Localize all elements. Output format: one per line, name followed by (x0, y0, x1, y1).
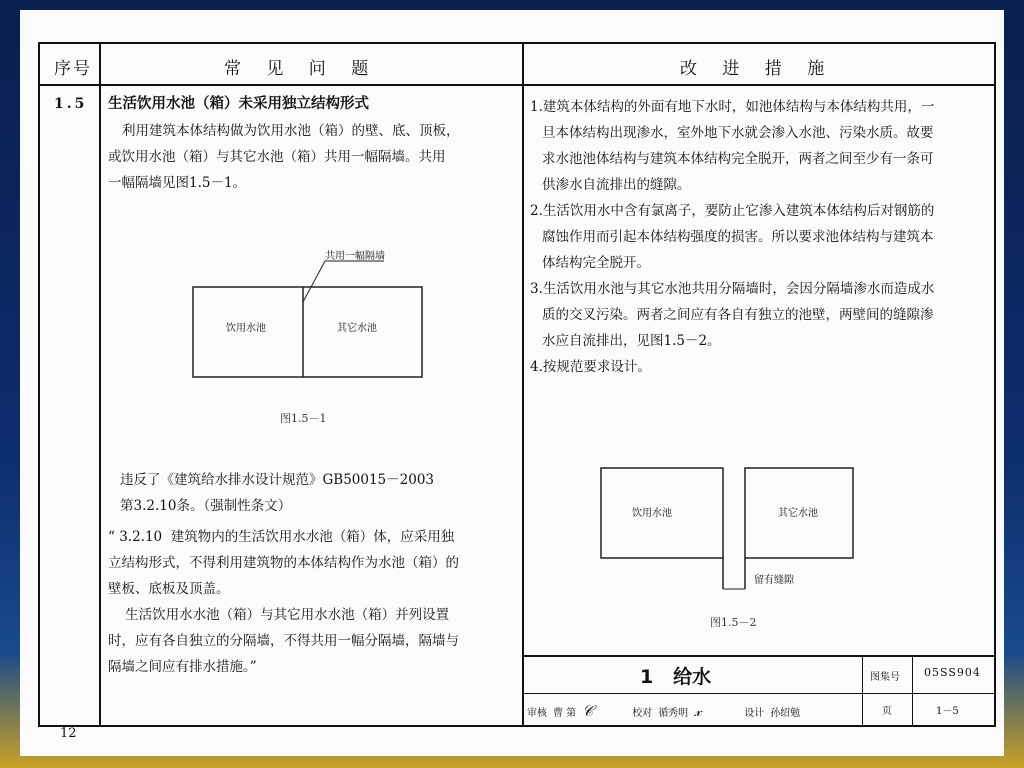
quote-line: 立结构形式，不得利用建筑物的本体结构作为水池（箱）的 (108, 555, 459, 571)
violation-text (120, 467, 434, 519)
desc-line: 或饮用水池（箱）与其它水池（箱）共用一幅隔墙。共用 (108, 149, 446, 165)
fig1-left-label: 饮用水池 (226, 323, 266, 334)
code-quote (108, 524, 459, 680)
fix-line: 2.生活饮用水中含有氯离子，要防止它渗入建筑本体结构后对钢筋的 (530, 203, 935, 219)
quote-line: 壁板、底板及顶盖。 (108, 581, 230, 597)
fix-line: 1.建筑本体结构的外面有地下水时，如池体结构与本体结构共用，一 (530, 99, 935, 115)
fix-item-1 (530, 94, 990, 198)
fig2-gap-label: 留有缝隙 (754, 575, 794, 586)
fig2-left-label: 饮用水池 (632, 508, 672, 519)
header-fix: 改 进 措 施 (680, 59, 835, 79)
page-label: 页 (882, 706, 892, 717)
fix-line: 供渗水自流排出的缝隙。 (542, 177, 691, 193)
violation-line: 第3.2.10条。（强制性条文） (120, 498, 292, 514)
titleblock-top (522, 655, 994, 657)
fix-line: 4.按规范要求设计。 (530, 359, 651, 375)
quote-line: 时，应有各自独立的分隔墙，不得共用一幅分隔墙，隔墙与 (108, 633, 459, 649)
sheet-number: 1－5 (936, 706, 959, 717)
fix-line: 腐蚀作用而引起本体结构强度的损害。所以要求池体结构与建筑本 (542, 229, 934, 245)
divider-middle (522, 44, 524, 725)
reviewer-signature: 𝒞 (582, 702, 594, 720)
fig1-caption: 图1.5－1 (280, 412, 327, 425)
checker-name: 循秀明 (658, 707, 689, 719)
violation-line: 违反了《建筑给水排水设计规范》GB50015－2003 (120, 472, 435, 488)
fix-item-3 (530, 276, 990, 354)
item-description (108, 118, 518, 196)
titleblock-v1 (862, 655, 863, 725)
header-problem: 常 见 问 题 (224, 59, 379, 79)
signature-row (527, 702, 800, 720)
checker-signature: 𝓍 (694, 702, 702, 720)
titleblock-v2 (912, 655, 913, 725)
fig2-caption: 图1.5－2 (710, 616, 757, 629)
document-page (20, 10, 1004, 756)
fix-item-4 (530, 354, 990, 380)
chapter-title: 1 给水 (640, 666, 712, 688)
titleblock-mid (522, 693, 994, 694)
divider-no (99, 44, 101, 725)
fix-line: 水应自流排出，见图1.5－2。 (542, 333, 721, 349)
desc-line: 利用建筑本体结构做为饮用水池（箱）的壁、底、顶板， (122, 123, 460, 139)
fig1-right-label: 其它水池 (337, 323, 377, 334)
table-frame (38, 42, 996, 727)
fig2-right-label: 其它水池 (778, 508, 818, 519)
quote-line: 隔墙之间应有排水措施。” (108, 659, 257, 675)
header-no: 序号 (54, 59, 92, 79)
fix-line: 质的交叉污染。两者之间应有各自有独立的池壁，两壁间的缝隙渗 (542, 307, 934, 323)
check-label: 校对 (632, 707, 653, 719)
fix-item-2 (530, 198, 990, 276)
design-label: 设计 (744, 707, 765, 719)
fix-line: 体结构完全脱开。 (542, 255, 650, 271)
item-number: 1.5 (54, 96, 88, 112)
desc-line: 一幅隔墙见图1.5－1。 (108, 175, 247, 191)
quote-line: 生活饮用水水池（箱）与其它用水水池（箱）并列设置 (108, 607, 450, 623)
designer-name: 孙绍勉 (770, 707, 801, 719)
header-rule (40, 84, 994, 86)
fix-list (530, 94, 990, 380)
review-label: 审核 (527, 707, 547, 719)
item-title: 生活饮用水池（箱）未采用独立结构形式 (108, 96, 369, 112)
quote-line: “ 3.2.10 建筑物内的生活饮用水水池（箱）体，应采用独 (108, 529, 455, 545)
reviewer-name: 曹 第 (553, 707, 577, 719)
fix-line: 旦本体结构出现渗水，室外地下水就会渗入水池、污染水质。故要 (542, 125, 934, 141)
fix-line: 求水池池体结构与建筑本体结构完全脱开，两者之间至少有一条可 (542, 151, 934, 167)
atlas-label: 图集号 (870, 672, 900, 683)
fig2-drawing (600, 464, 900, 599)
atlas-number: 05SS904 (924, 666, 981, 679)
page-number: 12 (60, 726, 77, 741)
fig1-annotation: 共用一幅隔墙 (325, 251, 385, 262)
fix-line: 3.生活饮用水池与其它水池共用分隔墙时，会因分隔墙渗水而造成水 (530, 281, 935, 297)
